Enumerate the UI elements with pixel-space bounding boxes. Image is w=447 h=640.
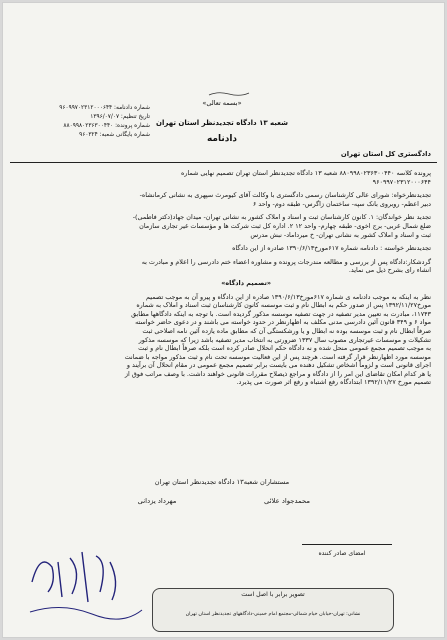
- document-page: [2, 2, 445, 638]
- text-line: پرونده کلاسه ۸۸۰۹۹۸۰۲۳۶۳۰۰۴۴۰ شعبه ۱۳ دادگاه تجدیدنظر استان تهران تصمیم نهایی شماره: [180, 169, 431, 177]
- meta-date: تاریخ تنظیم: ۱۳۹۶/۰۷/۰۷: [90, 114, 150, 120]
- certification-stamp: [152, 588, 394, 632]
- text-line: ۱۱۷۴۳، مبادرت به تعیین مدیر تصفیه در جهت تصفیه موسسه مذکور گردیده است. با توجه به اینکه دادگاهها مطابق: [131, 309, 431, 318]
- signature-line: [302, 544, 392, 545]
- court-address: نشانی: تهران-خیابان خیام شمالی-مجتمع امام خمینی-دادگاههای تجدیدنظر استان تهران: [185, 611, 361, 617]
- handwritten-signature-icon: [22, 522, 152, 632]
- body-text: [13, 169, 431, 387]
- meta-case-number: شماره دادنامه: ۹۶۰۹۹۷۰۲۳۱۲۰۰۰۶۴۴: [59, 105, 150, 111]
- text-line: تجدیدنظرخواه: شورای عالی کارشناسان رسمی دادگستری با وکالت آقای کیومرث سپهری به نشانی کرمانشاه-: [139, 191, 431, 200]
- judge-name-1: محمدجواد علائی: [264, 497, 310, 505]
- court-name: شعبه ۱۳ دادگاه تجدیدنظر استان تهران: [156, 119, 288, 127]
- judge-name-2: مهرداد یزدانی: [137, 497, 177, 505]
- department: دادگستری کل استان تهران: [340, 150, 431, 158]
- signature-role: مستشاران شعبه۱۳ دادگاه تجدیدنظر استان تهران: [154, 478, 290, 486]
- text-line: تشکیلات و موسسات غیرتجاری مصوب سال ۱۳۳۷ ضرورتی به انتخاب مدیر تصفیه باشد زیرا که موسسه مذکور: [138, 335, 431, 344]
- text-line: تجدید نظر خواندگان: ۱. کانون کارشناسان ثبت و اسناد و املاک کشور به نشانی تهران- میدان جهاد(دکتر فاطمی)-: [132, 213, 431, 222]
- bismillah: «بسمه تعالی»: [202, 99, 242, 107]
- text-line: یا هر کدام امکان تقاضای این امر را از دادگاه و مراجع ذیصلاح مقررات قانونی خواهند داشت. با وصف مراتب فوق از: [124, 369, 431, 378]
- text-line: موسسه مورد اظهارنظر قرار گرفته است. هرچند پس از این فعالیت موسسه تحت نام و ثبت مذکور مواجه با ضمانت: [124, 352, 431, 361]
- stamp-text: تصویر برابر با اصل است: [241, 591, 305, 598]
- text-line: انشاء رای بشرح ذیل می نماید.: [348, 266, 431, 275]
- text-line: مورخ۱۳۹۲/۱۱/۲۷ پس از صدور حکم به ابطال نام و ثبت موسسه کانون کارشناسان ثبت اسناد و املاک به شماره: [136, 301, 431, 310]
- text-line: به موجب تصمیم مجمع عمومی منحل شده و نه دادگاه حکم انحلال صادر کرده است بلکه صرفاً ابطال نام و ثبت: [138, 344, 431, 353]
- meta-file-number: شماره پرونده: ۸۸۰۹۹۸۰۲۳۶۳۰۰۴۴۰: [63, 123, 150, 129]
- text-line: مواد ۶ و ۳۴۹ قانون آئین دادرسی مدنی مکلف به اظهارنظر در حدود خواسته می باشند و در دعوی حاضر خواسته: [135, 318, 431, 327]
- text-line: ۹۶۰۹۹۷۰۲۳۱۲۰۰۰۶۴۴: [372, 177, 431, 186]
- doc-title: دادنامه: [206, 134, 238, 144]
- section-heading: «تصمیم دادگاه»: [221, 278, 271, 287]
- text-line: دبیر اعظم- روبروی بانک سپه- ساختمان زاگرس- طبقه دوم- واحد ۶: [252, 199, 431, 208]
- header-divider: [10, 162, 437, 163]
- text-line: ثبت و اسناد و املاک کشور به نشانی تهران- خ میرداماد- نبش مدرس: [250, 230, 431, 239]
- text-line: تجدیدنظر خواسته : دادنامه شماره ۶۱۷مورخ۱۳۹۰/۶/۱۳ صادره از این دادگاه: [232, 244, 431, 253]
- text-line: گردشکار:دادگاه پس از بررسی و مطالعه مندرجات پرونده و مشاوره اعضاء ختم دادرسی را اعلام و مبادرت به: [141, 257, 431, 266]
- emblem-icon: [207, 90, 251, 98]
- text-line: تصمیم مورخ ۱۳۹۲/۱۱/۲۷ ابتدادگاه رفع اشتباه و رفع اثر صورت می پذیرد.: [236, 378, 431, 387]
- text-line: اجرای قانونی است و لزوماً اشخاص تشکیل دهنده می بایست برابر تصمیم مجمع عمومی در مقام انحلال آن برآیند و: [126, 361, 431, 370]
- text-line: ضلع شمال غربی- برج اخوی- طبقه چهارم- واحد ۱۲ ۲. اداره کل ثبت شرکت ها و مؤسسات غیر تجاری سازمان: [139, 221, 431, 230]
- text-line: صرفاً ابطال نام و ثبت موسسه بوده نه ابطال و یا ورشکستگی آن که مطابق ماده یازده آئین نامه اصلاحی ثبت: [142, 326, 431, 335]
- text-line: نظر به اینکه به موجب دادنامه ی شماره ۶۱۷مورخ۱۳۹۰/۶/۱۳ صادره از این دادگاه و پیرو آن به موجب تصمیم: [146, 292, 431, 301]
- meta-archive-number: شماره بایگانی شعبه: ۹۶۰۳۲۴: [79, 132, 150, 138]
- issuer-signature-label: امضای صادر کننده: [318, 550, 366, 557]
